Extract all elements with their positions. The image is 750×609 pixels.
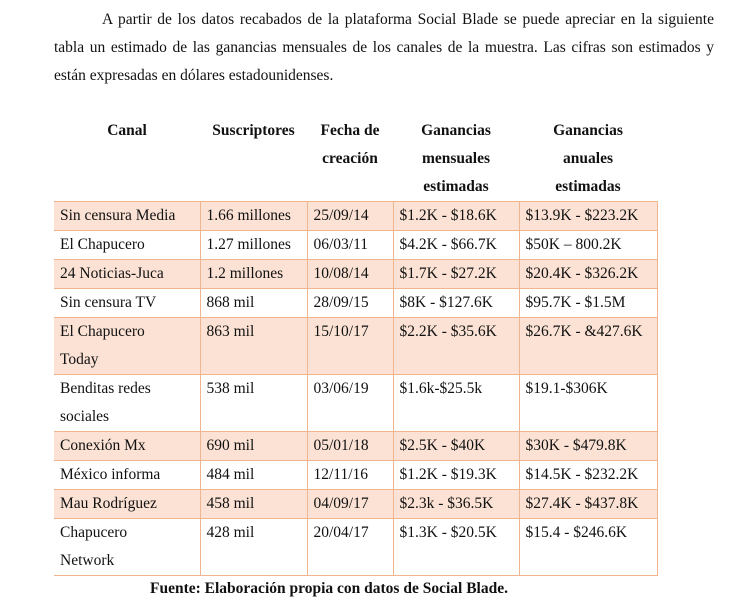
header-line: estimadas (555, 178, 621, 195)
cell-line: 484 mil (206, 466, 255, 483)
header-line: anuales (563, 150, 613, 167)
cell-ganancias-mensuales (393, 260, 519, 289)
cell-ganancias-mensuales (393, 461, 519, 490)
cell-line: $20.4K - $326.2K (525, 265, 639, 282)
cell-fecha (307, 231, 393, 260)
cell-ganancias-anuales (519, 202, 657, 231)
cell-line: Today (60, 351, 99, 368)
cell-line: El Chapucero (60, 323, 145, 340)
header-line: estimadas (423, 178, 489, 195)
cell-fecha (307, 375, 393, 432)
cell-line: México informa (60, 466, 161, 483)
cell-suscriptores (200, 260, 307, 289)
table-row (54, 231, 657, 260)
cell-ganancias-mensuales (393, 375, 519, 432)
cell-line: 690 mil (206, 437, 255, 454)
header-line: Fecha de (320, 122, 380, 139)
cell-suscriptores (200, 231, 307, 260)
cell-line: Sin censura Media (60, 207, 176, 224)
header-line: Ganancias (421, 122, 491, 139)
cell-ganancias-anuales (519, 231, 657, 260)
cell-line: $1.6k-$25.5k (399, 380, 483, 397)
header-ganancias-anuales (519, 117, 657, 202)
cell-line: sociales (60, 408, 110, 425)
header-fecha (307, 117, 393, 202)
cell-line: 24 Noticias-Juca (60, 265, 164, 282)
table-row (54, 432, 657, 461)
table-row (54, 202, 657, 231)
cell-ganancias-anuales (519, 375, 657, 432)
header-line: Ganancias (553, 122, 623, 139)
cell-ganancias-anuales (519, 289, 657, 318)
cell-canal (54, 260, 200, 289)
header-ganancias-mensuales (393, 117, 519, 202)
cell-line: $1.2K - $19.3K (399, 466, 497, 483)
cell-ganancias-anuales (519, 318, 657, 375)
table-row (54, 375, 657, 432)
cell-line: 12/11/16 (313, 466, 369, 483)
cell-canal (54, 519, 200, 576)
cell-line: 863 mil (206, 323, 255, 340)
cell-fecha (307, 318, 393, 375)
cell-canal (54, 490, 200, 519)
cell-line: 1.27 millones (206, 236, 291, 253)
cell-line: 20/04/17 (313, 524, 369, 541)
cell-canal (54, 432, 200, 461)
cell-line: Mau Rodríguez (60, 495, 157, 512)
cell-line: 868 mil (206, 294, 255, 311)
cell-line: Network (60, 552, 115, 569)
table-row (54, 260, 657, 289)
cell-fecha (307, 461, 393, 490)
cell-line: $2.5K - $40K (399, 437, 486, 454)
cell-suscriptores (200, 519, 307, 576)
cell-ganancias-anuales (519, 260, 657, 289)
table-row (54, 519, 657, 576)
cell-line: 458 mil (206, 495, 255, 512)
cell-ganancias-anuales (519, 519, 657, 576)
cell-canal (54, 231, 200, 260)
cell-fecha (307, 432, 393, 461)
cell-line: $4.2K - $66.7K (399, 236, 497, 253)
cell-line: $15.4 - $246.6K (525, 524, 628, 541)
cell-line: $19.1-$306K (525, 380, 608, 397)
cell-line: 428 mil (206, 524, 255, 541)
cell-ganancias-anuales (519, 461, 657, 490)
cell-line: 28/09/15 (313, 294, 369, 311)
cell-line: $1.7K - $27.2K (399, 265, 497, 282)
cell-suscriptores (200, 432, 307, 461)
cell-canal (54, 375, 200, 432)
cell-line: 15/10/17 (313, 323, 369, 340)
cell-fecha (307, 202, 393, 231)
header-canal (54, 117, 200, 202)
cell-line: $50K – 800.2K (525, 236, 622, 253)
cell-line: 10/08/14 (313, 265, 369, 282)
cell-line: $30K - $479.8K (525, 437, 627, 454)
cell-ganancias-anuales (519, 490, 657, 519)
cell-line: $14.5K - $232.2K (525, 466, 639, 483)
intro-paragraph: A partir de los datos recabados de la plataforma Social Blade se puede apreciar en la siguiente tabla un estimado de las ganancias mensuales de los canales de la muestra. Las cifras son estimados y están expresadas en dólares estadounidenses. (54, 11, 714, 84)
cell-line: 06/03/11 (313, 236, 369, 253)
cell-line: $95.7K - $1.5M (525, 294, 626, 311)
cell-line: $13.9K - $223.2K (525, 207, 639, 224)
cell-canal (54, 289, 200, 318)
cell-line: El Chapucero (60, 236, 145, 253)
source-caption: Fuente: Elaboración propia con datos de Social Blade. (150, 580, 508, 597)
table-body (54, 202, 657, 576)
header-suscriptores (200, 117, 307, 202)
header-line: creación (322, 150, 378, 167)
cell-line: $1.3K - $20.5K (399, 524, 497, 541)
cell-line: 25/09/14 (313, 207, 369, 224)
cell-line: Chapucero (60, 524, 128, 541)
cell-line: $2.3k - $36.5K (399, 495, 494, 512)
cell-fecha (307, 490, 393, 519)
cell-suscriptores (200, 490, 307, 519)
table-row (54, 461, 657, 490)
cell-ganancias-mensuales (393, 202, 519, 231)
cell-suscriptores (200, 289, 307, 318)
cell-canal (54, 461, 200, 490)
table-row (54, 289, 657, 318)
earnings-table (54, 117, 658, 576)
cell-ganancias-mensuales (393, 289, 519, 318)
cell-ganancias-mensuales (393, 490, 519, 519)
cell-line: $26.7K - &427.6K (525, 323, 643, 340)
header-line: Suscriptores (212, 122, 295, 139)
table-header-row (54, 117, 657, 202)
cell-ganancias-anuales (519, 432, 657, 461)
cell-canal (54, 202, 200, 231)
cell-line: $1.2K - $18.6K (399, 207, 497, 224)
cell-line: $2.2K - $35.6K (399, 323, 497, 340)
cell-line: Conexión Mx (60, 437, 146, 454)
header-line: mensuales (421, 150, 491, 167)
cell-line: 1.66 millones (206, 207, 291, 224)
cell-suscriptores (200, 375, 307, 432)
table-row (54, 318, 657, 375)
cell-line: 04/09/17 (313, 495, 369, 512)
cell-ganancias-mensuales (393, 519, 519, 576)
cell-line: 05/01/18 (313, 437, 369, 454)
header-line: Canal (107, 122, 147, 139)
table-row (54, 490, 657, 519)
cell-ganancias-mensuales (393, 318, 519, 375)
cell-line: $8K - $127.6K (399, 294, 493, 311)
cell-line: 03/06/19 (313, 380, 369, 397)
cell-line: $27.4K - $437.8K (525, 495, 639, 512)
cell-suscriptores (200, 318, 307, 375)
cell-canal (54, 318, 200, 375)
cell-line: 1.2 millones (206, 265, 284, 282)
cell-ganancias-mensuales (393, 432, 519, 461)
cell-line: 538 mil (206, 380, 255, 397)
cell-fecha (307, 260, 393, 289)
cell-suscriptores (200, 461, 307, 490)
cell-line: Benditas redes (60, 380, 151, 397)
cell-line: Sin censura TV (60, 294, 157, 311)
cell-fecha (307, 519, 393, 576)
cell-suscriptores (200, 202, 307, 231)
cell-fecha (307, 289, 393, 318)
cell-ganancias-mensuales (393, 231, 519, 260)
